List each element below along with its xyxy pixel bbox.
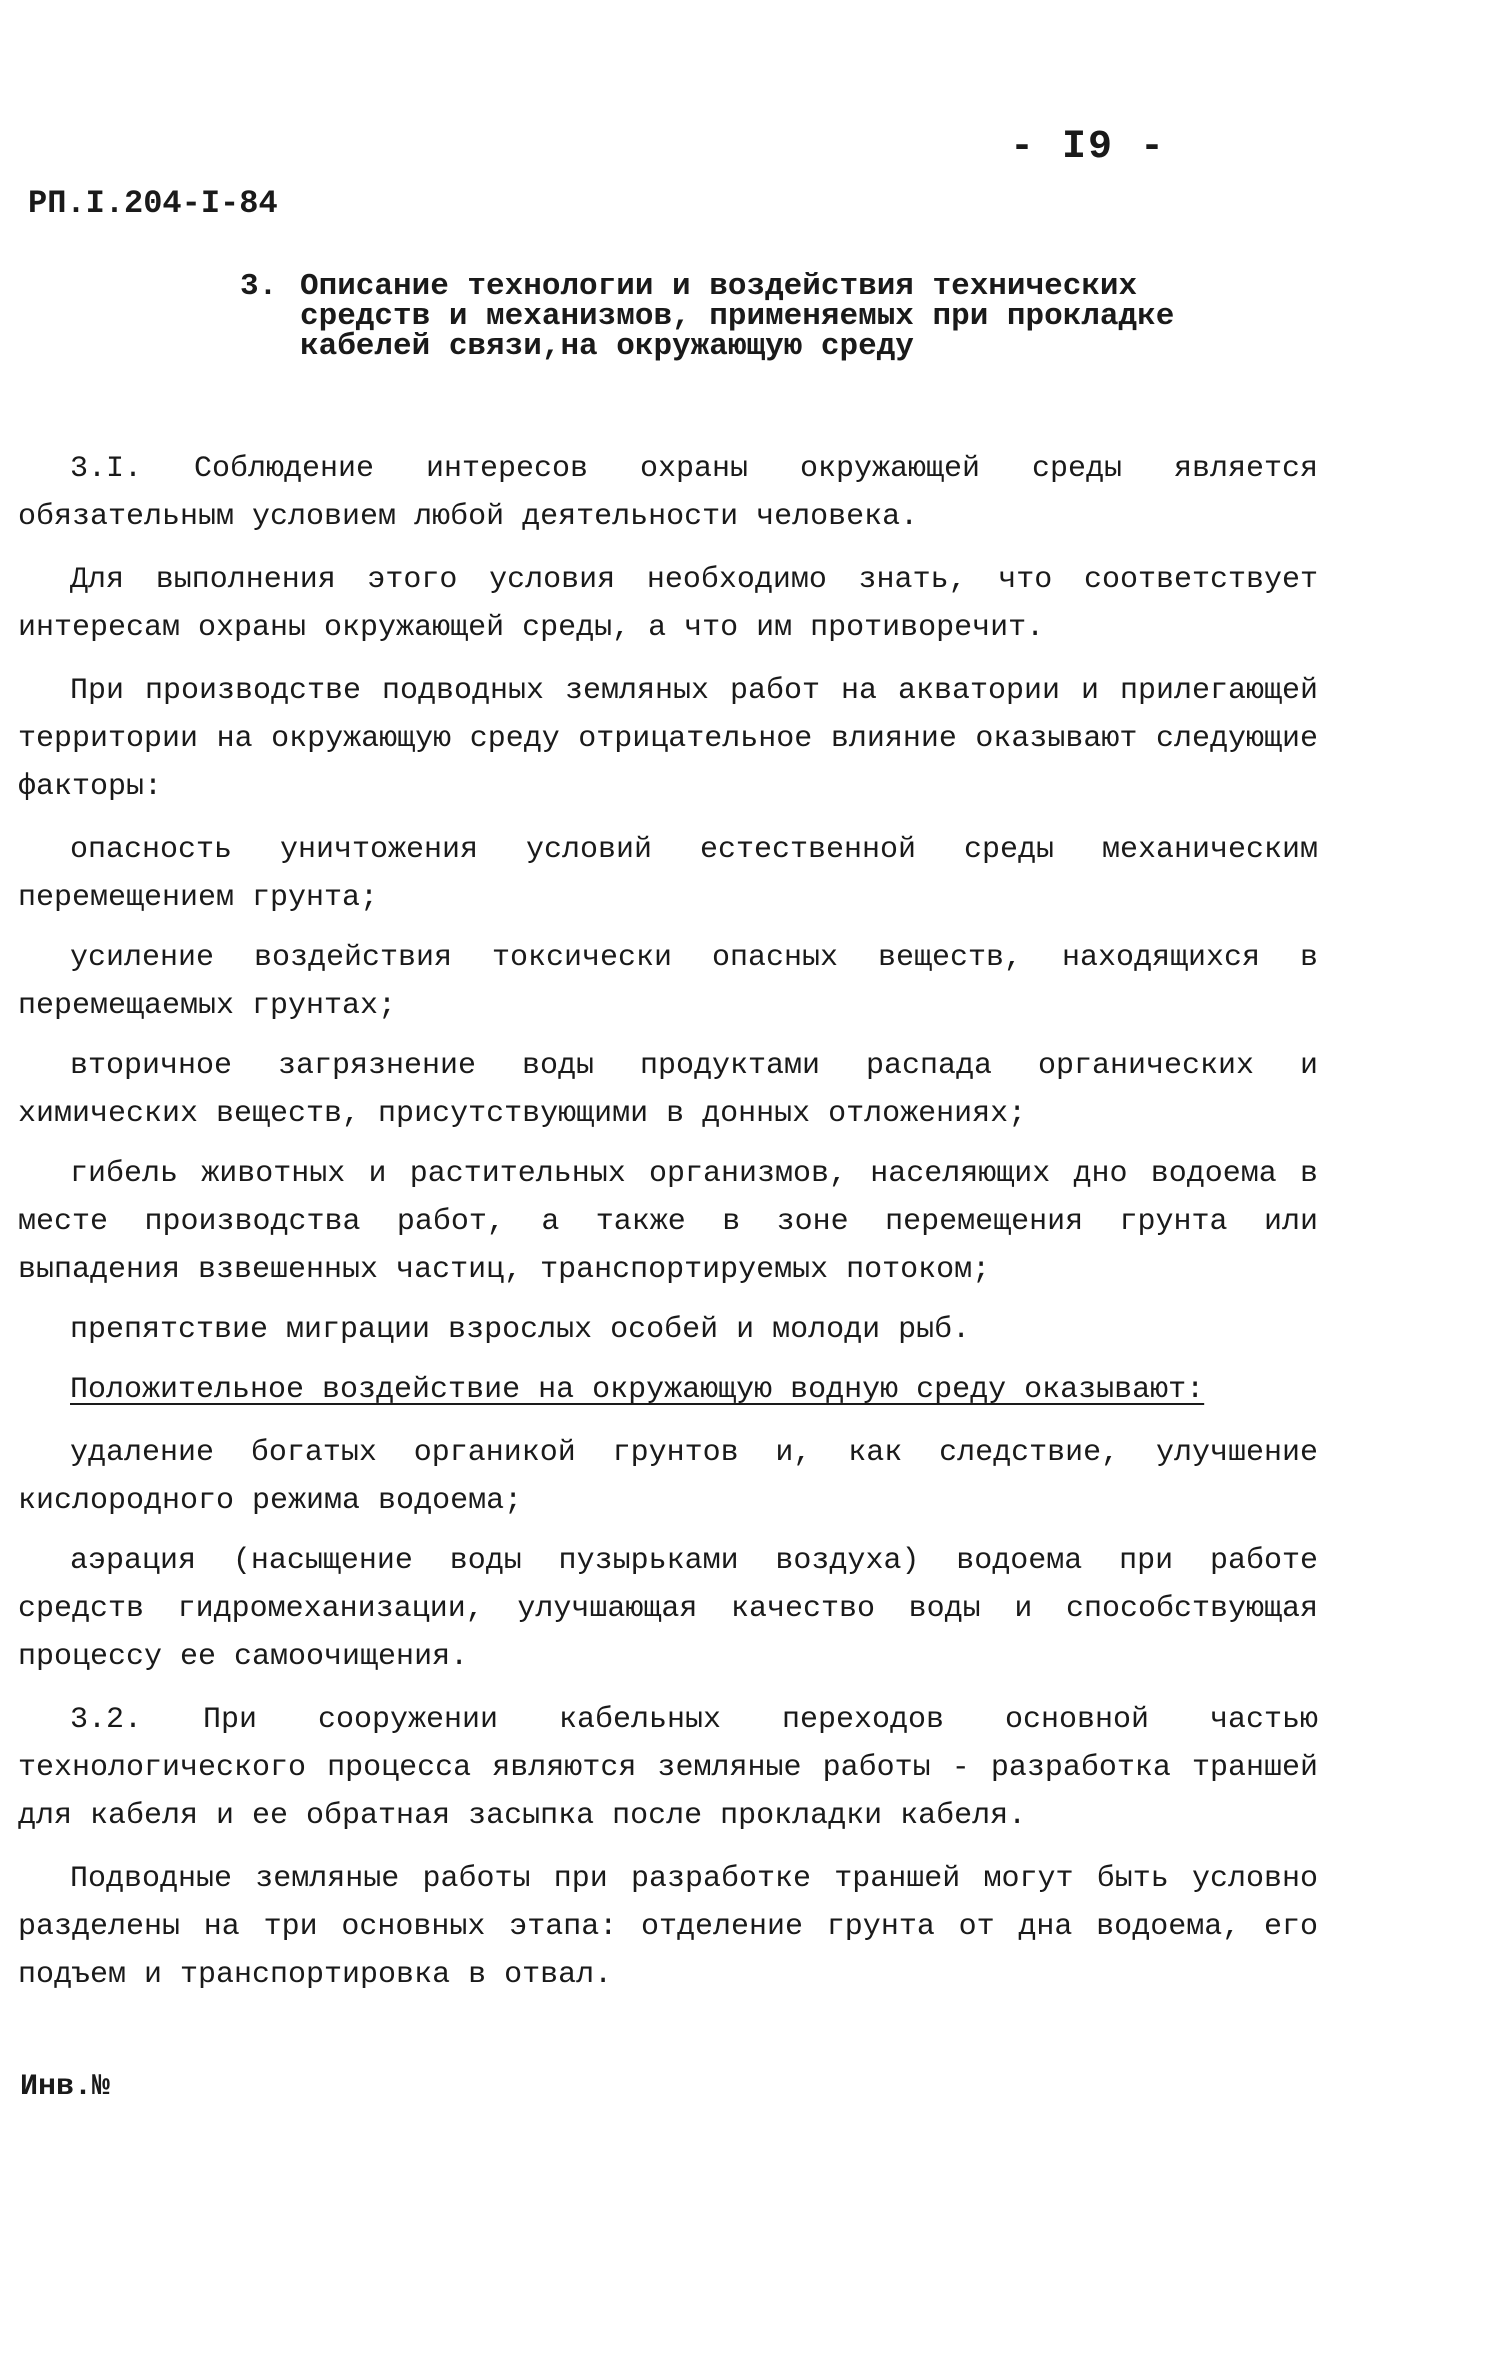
section-title: Описание технологии и воздействия технических средств и механизмов, применяемых при прокладке кабелей связи,на окружающую среду xyxy=(300,269,1175,364)
underlined-statement: Положительное воздействие на окружающую водную среду оказывают: xyxy=(70,1373,1205,1407)
list-item: вторичное загрязнение воды продуктами распада органических и химических веществ, присутствующими в донных отложениях; xyxy=(18,1049,1318,1131)
document-code: РП.I.204-I-84 xyxy=(28,185,278,222)
section-heading xyxy=(240,269,1240,364)
list-item: опасность уничтожения условий естественной среды механическим перемещением грунта; xyxy=(18,833,1318,915)
paragraph-3-1: 3.I. Соблюдение интересов охраны окружающей среды является обязательным условием любой деятельности человека. xyxy=(18,452,1318,534)
section-number: 3. xyxy=(240,269,278,304)
list-item: препятствие миграции взрослых особей и молоди рыб. xyxy=(70,1313,971,1347)
list-item: усиление воздействия токсически опасных веществ, находящихся в перемещаемых грунтах; xyxy=(18,941,1318,1023)
footer-mark: Инв.№ xyxy=(20,2070,111,2104)
paragraph: При производстве подводных земляных работ на акватории и прилегающей территории на окружающую среду отрицательное влияние оказывают следующие факторы: xyxy=(18,674,1318,804)
page-number: - I9 - xyxy=(1010,125,1167,170)
list-item: аэрация (насыщение воды пузырьками воздуха) водоема при работе средств гидромеханизации, улучшающая качество воды и способствующая процессу ее самоочищения. xyxy=(18,1544,1318,1674)
paragraph: Подводные земляные работы при разработке траншей могут быть условно разделены на три основных этапа: отделение грунта от дна водоема, его подъем и транспортировка в отвал. xyxy=(18,1862,1318,1992)
paragraph-3-2: 3.2. При сооружении кабельных переходов основной частью технологического процесса являются земляные работы - разработка траншей для кабеля и ее обратная засыпка после прокладки кабеля. xyxy=(18,1703,1318,1833)
list-item: удаление богатых органикой грунтов и, как следствие, улучшение кислородного режима водоема; xyxy=(18,1436,1318,1518)
document-body xyxy=(18,445,1318,2014)
paragraph: Для выполнения этого условия необходимо знать, что соответствует интересам охраны окружающей среды, а что им противоречит. xyxy=(18,563,1318,645)
list-item: гибель животных и растительных организмов, населяющих дно водоема в месте производства работ, а также в зоне перемещения грунта или выпадения взвешенных частиц, транспортируемых потоком; xyxy=(18,1157,1318,1287)
